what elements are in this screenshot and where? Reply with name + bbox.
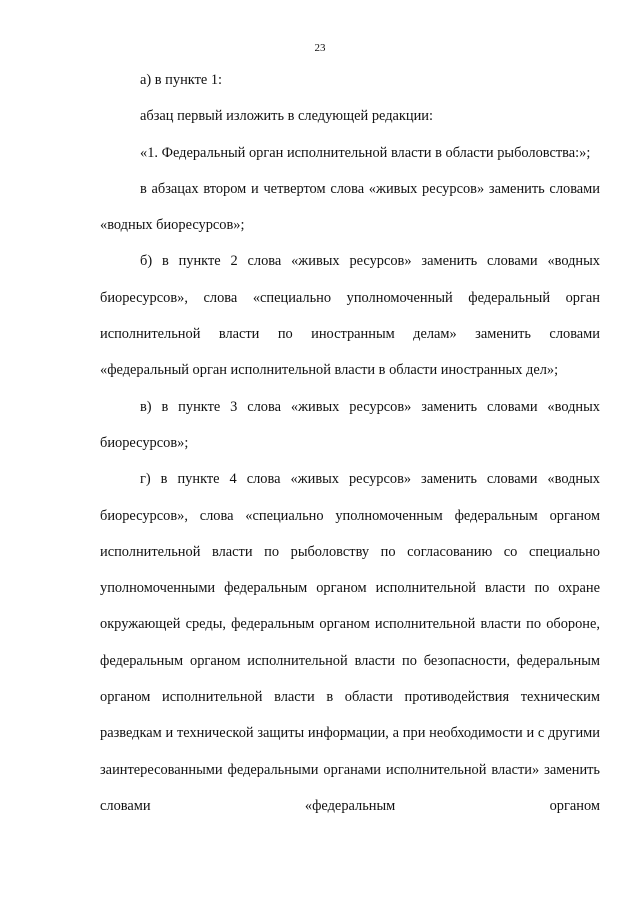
paragraph-a-intro: а) в пункте 1: (140, 72, 223, 88)
paragraph-v: в) в пункте 3 слова «живых ресурсов» заменить словами «водных биоресурсов»; (100, 398, 600, 451)
paragraph-abzac-first: абзац первый изложить в следующей редакции: (140, 108, 434, 125)
page-number: 23 (314, 42, 326, 54)
paragraph-quoted-item-1: «1. Федеральный орган исполнительной власти в области рыболовства:»; (140, 144, 591, 161)
paragraph-abzac-second-fourth: в абзацах втором и четвертом слова «живых ресурсов» заменить словами «водных биоресурсов»; (100, 180, 600, 234)
document-body (100, 62, 600, 824)
paragraph-b: б) в пункте 2 слова «живых ресурсов» заменить словами «водных биоресурсов», слова «специально уполномоченный федеральный орган исполнительной власти по иностранным делам» заменить словами «федеральный орган исполнительной власти в области иностранных дел»; (100, 253, 600, 379)
paragraph-g: г) в пункте 4 слова «живых ресурсов» заменить словами «водных биоресурсов», слова «специально уполномоченным федеральным органом исполнительной власти по рыболовству по согласованию со специально уполномоченными федеральным органом исполнительной власти по охране окружающей среды, федеральным органом исполнительной власти по обороне, федеральным органом исполнительной власти по безопасности, федеральным органом исполнительной власти в области противодействия техническим разведкам и технической защиты информации, а при необходимости и с другими заинтересованными федеральными органами исполнительной власти» заменить словами «федеральным органом (100, 471, 600, 814)
